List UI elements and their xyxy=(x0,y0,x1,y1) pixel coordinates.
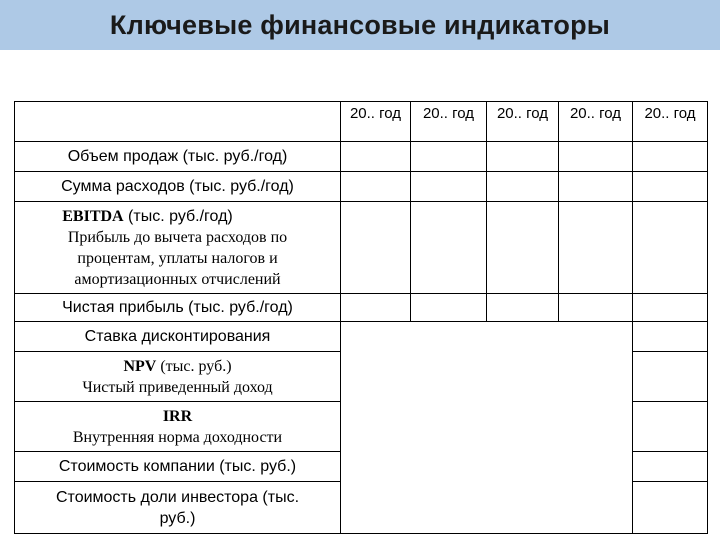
page-title: Ключевые финансовые индикаторы xyxy=(109,10,611,40)
col-divider-label xyxy=(340,101,341,534)
ebitda-desc-line3: амортизационных отчислений xyxy=(74,270,281,288)
ebitda-desc-line2: процентам, уплаты налогов и xyxy=(77,249,278,267)
expenses-label: Сумма расходов xyxy=(61,177,185,195)
npv-unit: (тыс. руб.) xyxy=(156,357,232,375)
year-header-5: 20.. год xyxy=(644,105,696,122)
ebitda-label: EBITDA xyxy=(62,207,124,225)
year-header-3: 20.. год xyxy=(496,105,549,122)
sales-label: Объем продаж xyxy=(67,147,179,165)
discount-rate-label: Ставка дисконтирования xyxy=(84,327,271,345)
row-label-irr xyxy=(15,402,340,451)
sales-unit: (тыс. руб./год) xyxy=(178,147,288,165)
investor-share-label: Стоимость доли инвестора xyxy=(55,488,258,506)
ebitda-unit: (тыс. руб./год) xyxy=(123,207,233,225)
row-label-npv xyxy=(15,352,340,401)
row-line-8b xyxy=(632,451,708,452)
row-label-ebitda xyxy=(15,202,340,293)
row-label-discount-rate xyxy=(15,322,340,351)
col-divider-3 xyxy=(558,101,559,321)
row-label-sales xyxy=(15,142,340,171)
col-divider-1 xyxy=(410,101,411,321)
ebitda-desc-line1: Прибыль до вычета расходов по xyxy=(67,228,288,246)
expenses-unit: (тыс. руб./год) xyxy=(184,177,294,195)
row-label-investor-share xyxy=(15,482,340,533)
year-header-2: 20.. год xyxy=(422,105,475,122)
table-border-right xyxy=(707,101,708,534)
year-header-4: 20.. год xyxy=(569,105,622,122)
row-line-7b xyxy=(632,401,708,402)
col-divider-2 xyxy=(486,101,487,321)
irr-label: IRR xyxy=(162,407,193,425)
year-header-1: 20.. год xyxy=(349,105,402,122)
npv-label: NPV xyxy=(123,357,157,375)
net-profit-label: Чистая прибыль xyxy=(62,298,184,316)
investor-share-unit: (тыс. xyxy=(257,488,300,506)
row-label-net-profit xyxy=(15,294,340,321)
table-border-bottom xyxy=(14,533,708,534)
net-profit-unit: (тыс. руб./год) xyxy=(183,298,293,316)
company-value-unit: (тыс. руб.) xyxy=(214,457,297,475)
row-label-expenses xyxy=(15,172,340,201)
row-line-9b xyxy=(632,481,708,482)
company-value-label: Стоимость компании xyxy=(58,457,215,475)
npv-desc: Чистый приведенный доход xyxy=(82,378,273,396)
row-label-company-value xyxy=(15,452,340,481)
col-divider-4 xyxy=(632,101,633,534)
irr-desc: Внутренняя норма доходности xyxy=(72,428,283,446)
row-line-6b xyxy=(632,351,708,352)
investor-share-unit-line2: руб.) xyxy=(159,509,196,527)
